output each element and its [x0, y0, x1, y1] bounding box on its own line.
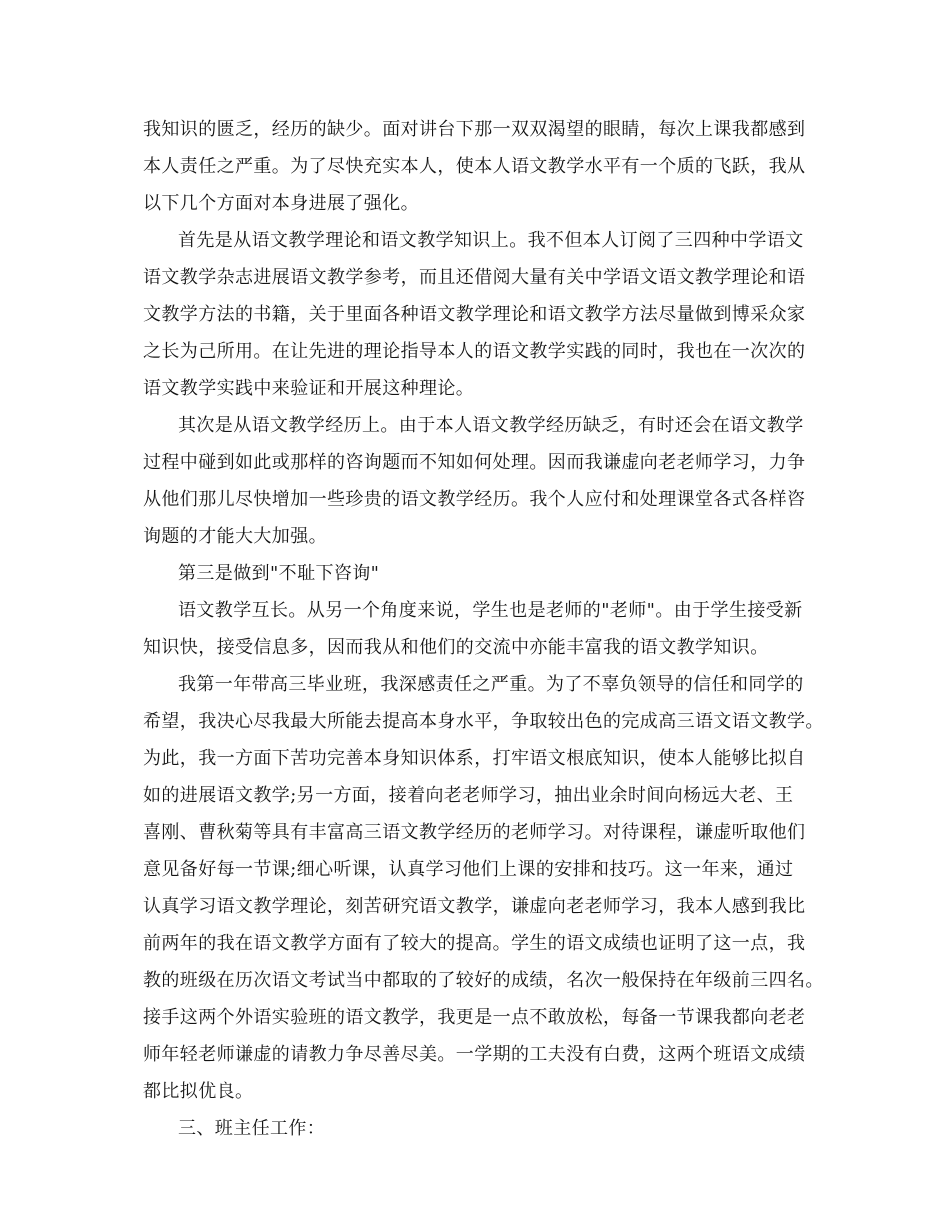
paragraph-start-line: 语文教学互长。从另一个角度来说，学生也是老师的"老师"。由于学生接受新	[178, 600, 803, 621]
section-heading: 三、班主任工作：	[178, 1118, 326, 1139]
text-line: 都比拟优良。	[143, 1081, 254, 1102]
text-line: 我知识的匮乏，经历的缺少。面对讲台下那一双双渴望的眼睛，每次上课我都感到	[143, 119, 806, 140]
text-line: 之长为己所用。在让先进的理论指导本人的语文教学实践的同时，我也在一次次的	[143, 341, 806, 362]
text-line: 认真学习语文教学理论，刻苦研究语文教学，谦虚向老老师学习，我本人感到我比	[143, 896, 806, 917]
text-line: 语文教学杂志进展语文教学参考，而且还借阅大量有关中学语文语文教学理论和语	[143, 267, 806, 288]
text-line: 语文教学实践中来验证和开展这种理论。	[143, 378, 475, 399]
text-line: 以下几个方面对本身进展了强化。	[143, 193, 419, 214]
text-line: 意见备好每一节课;细心听课，认真学习他们上课的安排和技巧。这一年来，通过	[143, 859, 794, 880]
text-line: 师年轻老师谦虚的请教力争尽善尽美。一学期的工夫没有白费，这两个班语文成绩	[143, 1044, 806, 1065]
text-line: 为此，我一方面下苦功完善本身知识体系，打牢语文根底知识，使本人能够比拟自	[143, 748, 806, 769]
text-line: 前两年的我在语文教学方面有了较大的提高。学生的语文成绩也证明了这一点，我	[143, 933, 806, 954]
text-line: 教的班级在历次语文考试当中都取的了较好的成绩，名次一般保持在年级前三四名。	[143, 970, 824, 991]
text-line: 从他们那儿尽快增加一些珍贵的语文教学经历。我个人应付和处理课堂各式各样咨	[143, 489, 806, 510]
paragraph-start-line: 其次是从语文教学经历上。由于本人语文教学经历缺乏，有时还会在语文教学	[178, 415, 804, 436]
paragraph-start-line: 我第一年带高三毕业班，我深感责任之严重。为了不辜负领导的信任和同学的	[178, 674, 804, 695]
text-line: 知识快，接受信息多，因而我从和他们的交流中亦能丰富我的语文教学知识。	[143, 637, 769, 658]
paragraph-start-line: 第三是做到"不耻下咨询"	[178, 563, 380, 584]
text-line: 询题的才能大大加强。	[143, 526, 327, 547]
text-line: 过程中碰到如此或那样的咨询题而不知如何处理。因而我谦虚向老老师学习，力争	[143, 452, 806, 473]
text-line: 喜刚、曹秋菊等具有丰富高三语文教学经历的老师学习。对待课程，谦虚听取他们	[143, 822, 806, 843]
text-line: 希望，我决心尽我最大所能去提高本身水平，争取较出色的完成高三语文语文教学。	[143, 711, 824, 732]
text-line: 本人责任之严重。为了尽快充实本人，使本人语文教学水平有一个质的飞跃，我从	[143, 156, 806, 177]
text-line: 文教学方法的书籍，关于里面各种语文教学理论和语文教学方法尽量做到博采众家	[143, 304, 806, 325]
paragraph-start-line: 首先是从语文教学理论和语文教学知识上。我不但本人订阅了三四种中学语文	[178, 230, 804, 251]
text-line: 接手这两个外语实验班的语文教学，我更是一点不敢放松，每备一节课我都向老老	[143, 1007, 806, 1028]
text-line: 如的进展语文教学;另一方面，接着向老老师学习，抽出业余时间向杨远大老、王	[143, 785, 794, 806]
